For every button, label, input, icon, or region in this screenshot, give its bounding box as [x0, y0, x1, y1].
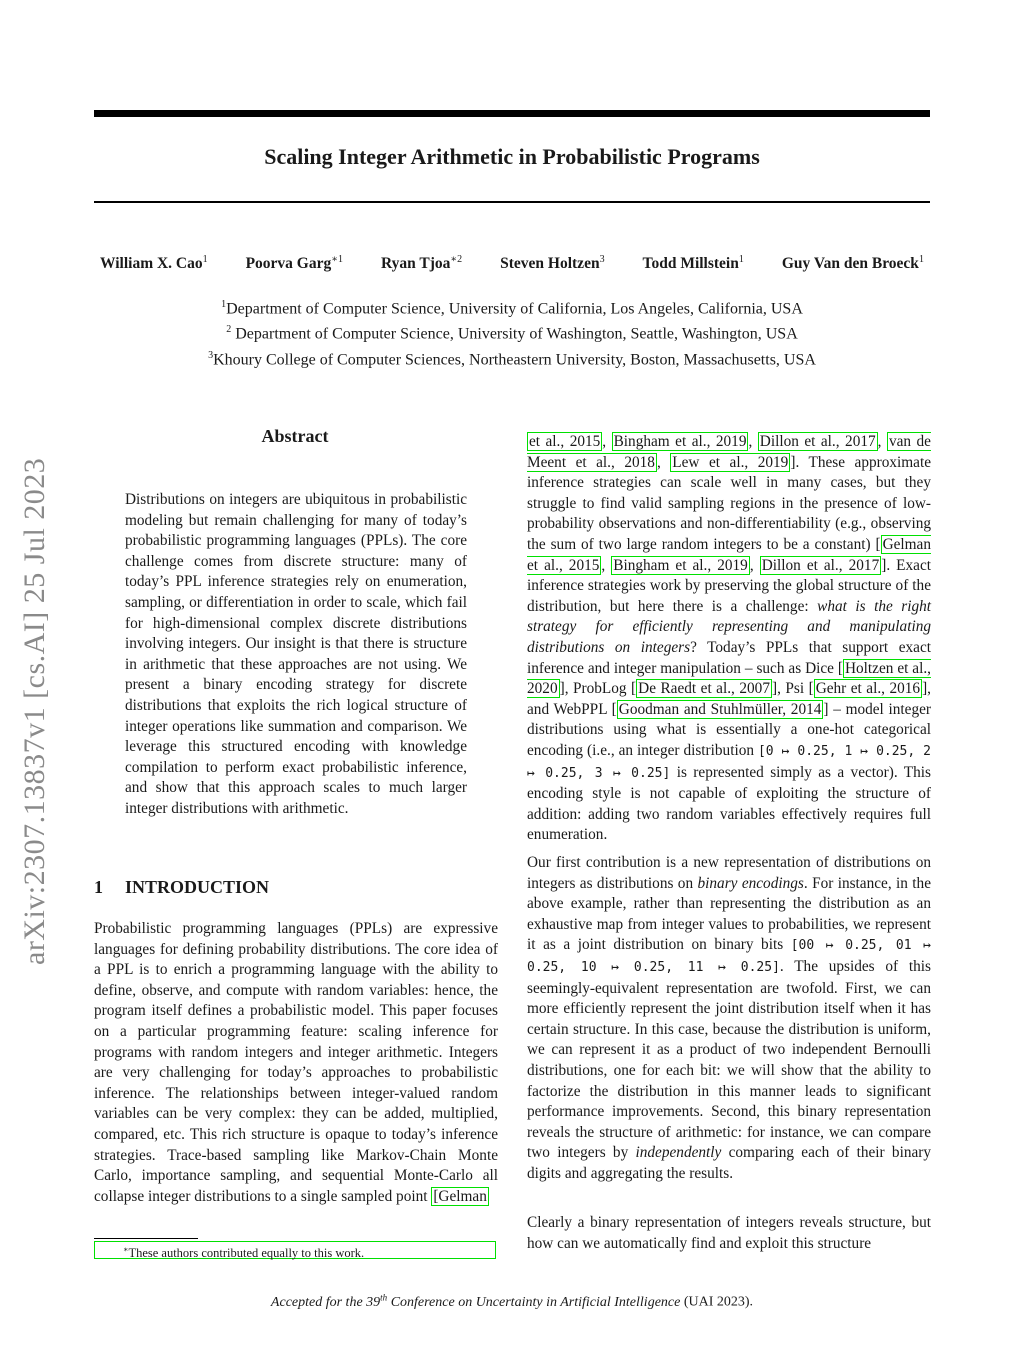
citation-link[interactable]: et al., 2015: [529, 433, 601, 450]
arxiv-sidebar-stamp: arXiv:2307.13837v1 [cs.AI] 25 Jul 2023: [18, 457, 51, 965]
section-heading-introduction: [94, 877, 496, 898]
citation-link[interactable]: Gehr et al., 2016: [815, 680, 921, 698]
citation-link[interactable]: Lew et al., 2019: [672, 453, 789, 471]
citation-link[interactable]: Gelman et al., 2015: [527, 535, 931, 574]
citation-link[interactable]: Goodman and Stuhlmüller, 2014: [618, 700, 822, 718]
right-column-paragraph: Clearly a binary representation of integers reveals structure, but how can we automatically find and exploit this structure: [527, 1214, 931, 1252]
title-rule: [94, 201, 930, 203]
intro-paragraph: Probabilistic programming languages (PPLs) are expressive languages for defining probability distributions. The core idea of a PPL is to enrich a programming language with the ability to define, observe, and compute with random variables: hence, the program itself defines a probabilistic model. This paper focuses on a particular programming feature: scaling inference for programs with random integers and integer arithmetic. Integers are very challenging for today’s approaches to probabilistic inference. The relationships between integer-valued random variables can be very complex: they can be added, multiplied, compared, etc. This rich structure is opaque to today’s inference strategies. Trace-based sampling like Markov-Chain Monte Carlo, importance sampling, and sequential Monte-Carlo all collapse integer distributions to a single sampled point [Gelman: [94, 920, 498, 1205]
citation-link[interactable]: van de Meent et al., 2018: [527, 433, 931, 471]
affiliation: $^2$ Department of Computer Science, University of Washington, Seattle, Washington, USA: [226, 324, 798, 343]
author: William X. Cao$^1$: [100, 254, 208, 273]
citation-link[interactable]: Bingham et al., 2019: [613, 433, 747, 450]
conference-footer: Accepted for the 39th Conference on Uncertainty in Artificial Intelligence (UAI 2023).: [270, 1292, 754, 1310]
citation-link[interactable]: Dillon et al., 2017: [761, 556, 880, 574]
author: Steven Holtzen$^3$: [500, 254, 605, 273]
author: Todd Millstein$^1$: [642, 254, 744, 273]
section-title: INTRODUCTION: [125, 877, 270, 897]
citation-link[interactable]: Holtzen et al., 2020: [527, 659, 931, 698]
affiliation: $^3$Khoury College of Computer Sciences, Northeastern University, Boston, Massachusetts, USA: [208, 349, 816, 368]
section-number: 1: [94, 877, 103, 897]
citation-link[interactable]: Dillon et al., 2017: [759, 433, 876, 450]
author-list: [94, 254, 930, 273]
affiliations: [94, 294, 930, 370]
citation-link[interactable]: [Gelman: [433, 1187, 487, 1205]
math-expression: [00 ↦ 0.25, 01 ↦ 0.25, 10 ↦ 0.25, 11 ↦ 0.25]: [527, 938, 931, 975]
author: Poorva Garg$^{∗1}$: [245, 254, 344, 273]
citation-link[interactable]: De Raedt et al., 2007: [638, 680, 770, 698]
abstract-text: Distributions on integers are ubiquitous in probabilistic modeling but remain challenging for many of today’s probabilistic programming languages (PPLs). The core challenge comes from discrete structure: many of today’s PPL inference strategies rely on enumeration, sampling, or differentiation in order to scale, which fail for high-dimensional complex discrete distributions involving integers. Our insight is that there is structure in arithmetic that these approaches are not using. We present a binary encoding strategy for discrete distributions that exploits the rich logical structure of integer operations like summation and comparison. We leverage this structured encoding with knowledge compilation to perform exact probabilistic inference, and show that this approach scales to much larger integer distributions with arithmetic.: [125, 491, 467, 817]
citation-link[interactable]: Bingham et al., 2019: [613, 556, 748, 574]
right-column-paragraph: Our first contribution is a new representation of distributions on integers as distributions on binary encodings. For instance, in the above example, rather than representing the distribution as an exhaustive map from integer values to probabilities, we represent it as a joint distribution on binary bits [00 ↦ 0.25, 01 ↦ 0.25, 10 ↦ 0.25, 11 ↦ 0.25]. The upsides of this seemingly-equivalent representation are twofold. First, we can more efficiently represent the joint distribution itself when it has certain structure. In this case, because the distribution is uniform, we can represent it as a product of two independent Bernoulli distributions, one for each bit: we will show that the ability to factorize the distribution in this manner leads to significant performance improvements. Second, this binary representation reveals the structure of arithmetic: for instance, we can compare two integers by independently comparing each of their binary digits and aggregating the results.: [527, 854, 932, 1182]
math-expression: [0 ↦ 0.25, 1 ↦ 0.25, 2 ↦ 0.25, 3 ↦ 0.25]: [527, 743, 932, 781]
footnote[interactable]: ∗These authors contributed equally to this work.: [94, 1241, 496, 1259]
right-column-paragraph: et al., 2015 , Bingham et al., 2019 , Dillon et al., 2017 , van de Meent et al., 2018 , Lew et al., 2019 ]. These approximate inference strategies can scale well in many cases, but they struggle to find valid sampling regions in the presence of low-probability observations and non-differentiability (e.g., observing the sum of two large random integers to be a constant) [ Gelman et al., 2015 , Bingham et al., 2019 , Dillon et al., 2017 ]. Exact inference strategies work by preserving the global structure of the distribution, but here there is a challenge: what is the right strategy for efficiently representing and manipulating distributions on integers? Today’s PPLs that support exact inference and integer manipulation – such as Dice [ Holtzen et al., 2020 ], ProbLog [ De Raedt et al., 2007 ], Psi [ Gehr et al., 2016 ], and WebPPL [ Goodman and Stuhlmüller, 2014 ] – model integer distributions using what is essentially a one-hot categorical encoding (i.e., an integer distribution [0 ↦ 0.25, 1 ↦ 0.25, 2 ↦ 0.25, 3 ↦ 0.25] is represented simply as a vector). This encoding style is not capable of exploiting the structure of addition: adding two random variables effectively requires full enumeration.: [527, 433, 932, 844]
author: Guy Van den Broeck$^1$: [781, 254, 924, 273]
paper-title: Scaling Integer Arithmetic in Probabilistic Programs: [264, 144, 760, 169]
top-rule: [94, 110, 930, 117]
abstract-heading: Abstract: [261, 426, 329, 446]
affiliation: $^1$Department of Computer Science, University of California, Los Angeles, California, USA: [221, 299, 803, 318]
footnote-rule: [94, 1238, 198, 1239]
author: Ryan Tjoa$^{∗2}$: [381, 254, 463, 273]
